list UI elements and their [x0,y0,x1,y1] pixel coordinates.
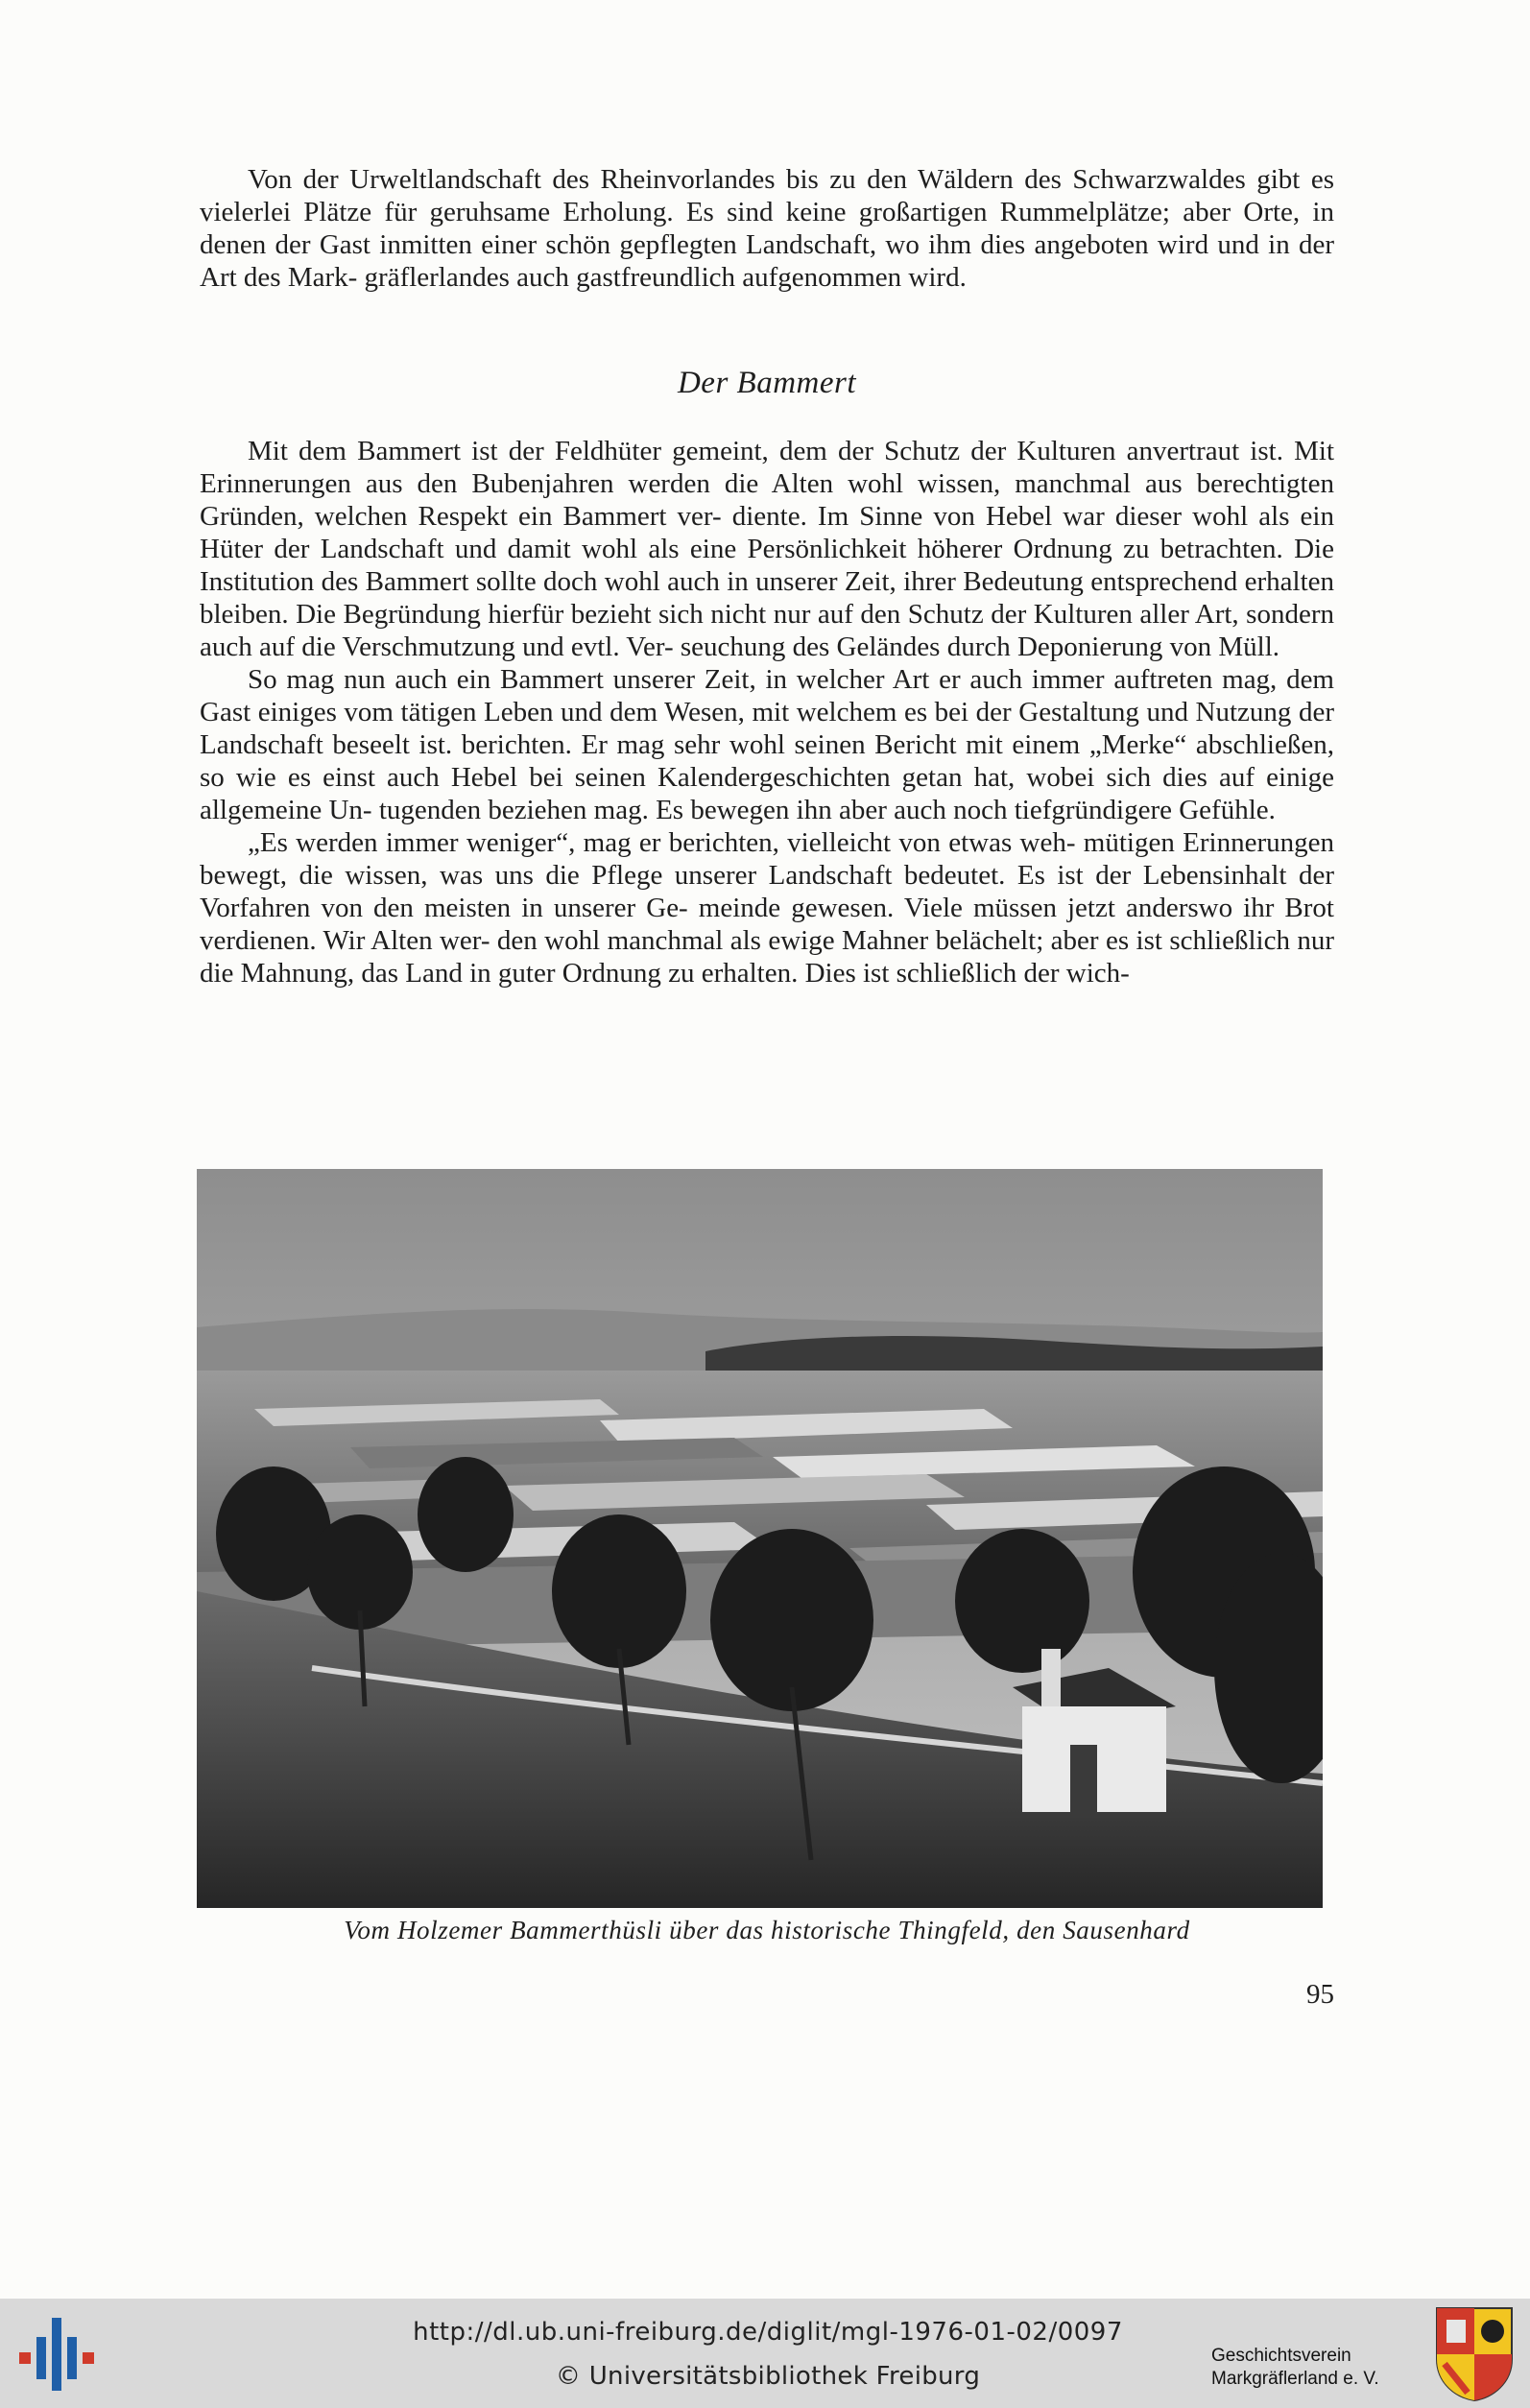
body-paragraph: „Es werden immer weniger“, mag er berichten, vielleicht von etwas weh- mütigen Erinnerungen bewegt, die wissen, was uns die Pflege unserer Landschaft bedeutet. Es ist der Lebensinhalt der Vorfahren von den meisten in unserer Ge- meinde gewesen. Viele müssen jetzt anderswo ihr Brot verdienen. Wir Alten wer- den wohl manchmal als ewige Mahner belächelt; aber es ist schließlich nur die Mahnung, das Land in guter Ordnung zu erhalten. Dies ist schließlich der wich- [200,827,1334,989]
society-line-1: Geschichtsverein [1211,2346,1351,2366]
document-url-link[interactable]: http://dl.ub.uni-freiburg.de/diglit/mgl-1976-01-02/0097 [413,2318,1123,2347]
photo-caption: Vom Holzemer Bammerthüsli über das historische Thingfeld, den Sausenhard [344,1916,1190,1944]
society-name [1211,2345,1432,2391]
body-paragraph: So mag nun auch ein Bammert unserer Zeit, in welcher Art er auch immer auftreten mag, dem Gast einiges vom tätigen Leben und dem Wesen, mit welchem es bei der Gestaltung und Nutzung der Landschaft beseelt ist. berichten. Er mag sehr wohl seinen Bericht mit einem „Merke“ abschließen, so wie es einst auch Hebel bei seinen Kalendergeschichten getan hat, wobei sich dies auf einige allgemeine Un- tugenden beziehen mag. Es bewegen ihn aber auch noch tiefgründigere Gefühle. [200,664,1334,825]
intro-paragraph: Von der Urweltlandschaft des Rheinvorlandes bis zu den Wäldern des Schwarzwaldes gibt es vielerlei Plätze für geruhsame Erholung. Es sind keine großartigen Rummelplätze; aber Orte, in denen der Gast inmitten einer schön gepflegten Landschaft, wo ihm dies angeboten wird und in der Art des Mark- gräflerlandes auch gastfreundlich aufgenommen wird. [200,164,1334,293]
intro-paragraph-block [200,163,1334,294]
footer-bar [0,2299,1530,2408]
society-line-2: Markgräflerland e. V. [1211,2369,1379,2389]
section-heading: Der Bammert [677,366,857,400]
article-body [200,435,1334,989]
ub-freiburg-logo-icon[interactable] [19,2318,96,2395]
body-paragraph: Mit dem Bammert ist der Feldhüter gemeint, dem der Schutz der Kulturen anvertraut ist. Mit Erinnerungen aus den Bubenjahren werden die Alten wohl wissen, manchmal aus berechtigten Gründen, welchen Respekt ein Bammert ver- diente. Im Sinne von Hebel war dieser wohl als ein Hüter der Landschaft und damit wohl als eine Persönlichkeit höherer Ordnung zu betrachten. Die Institution des Bammert sollte doch wohl auch in unserer Zeit, ihrer Bedeutung entsprechend erhalten bleiben. Die Begründung hierfür bezieht sich nicht nur auf den Schutz der Kulturen aller Art, sondern auch auf die Verschmutzung und evtl. Ver- seuchung des Geländes durch Deponierung von Müll. [200,436,1334,662]
page-number: 95 [1306,1979,1334,2010]
coat-of-arms-icon[interactable] [1435,2306,1514,2402]
copyright-notice: © Universitätsbibliothek Freiburg [555,2362,981,2391]
landscape-photo-drawing [197,1169,1323,1908]
landscape-photo [197,1169,1323,1908]
